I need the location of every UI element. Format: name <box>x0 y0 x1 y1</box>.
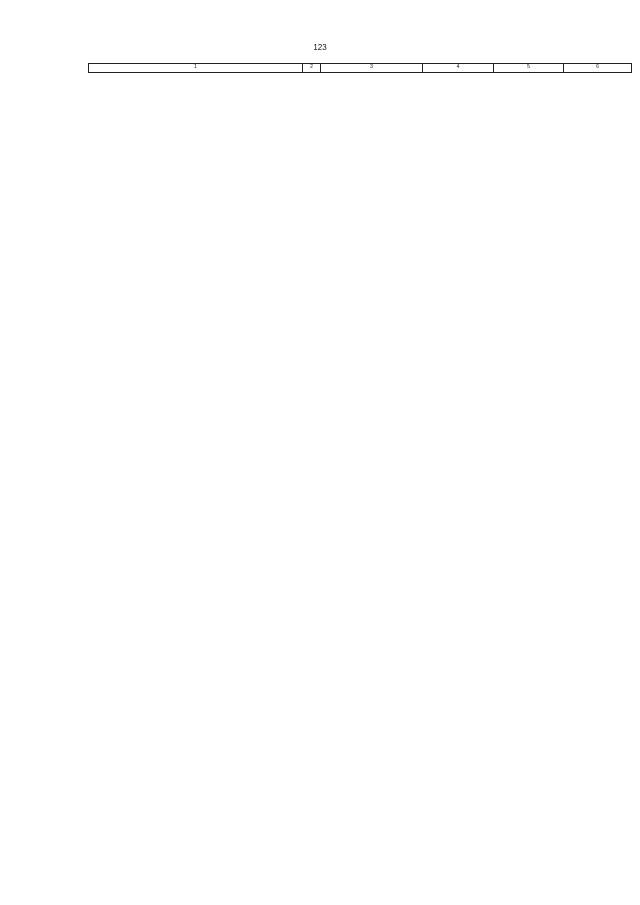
header-col-3: 3 <box>321 64 423 73</box>
page-number: 123 <box>313 43 327 52</box>
header-col-5: 5 <box>494 64 564 73</box>
header-col-1: 1 <box>89 64 303 73</box>
header-col-4: 4 <box>423 64 494 73</box>
header-row <box>89 64 632 73</box>
header-col-2: 2 <box>303 64 321 73</box>
budget-table <box>88 63 631 73</box>
budget-table-grid <box>88 63 632 73</box>
header-col-6: 6 <box>564 64 632 73</box>
